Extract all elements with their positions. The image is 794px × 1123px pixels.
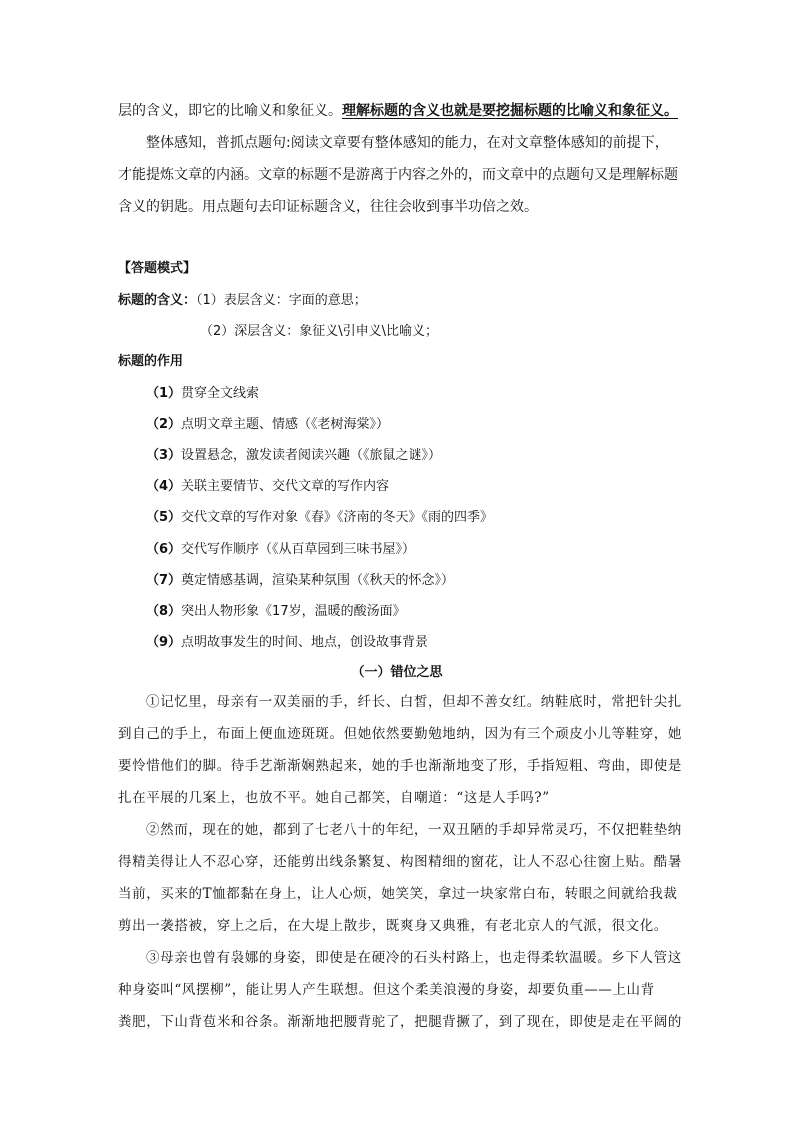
passage-line: ①记忆里，母亲有一双美丽的手，纤长、白皙，但却不善女红。纳鞋底时，常把针尖扎	[146, 694, 682, 710]
title-meaning-surface: （1）表层含义：字面的意思；	[196, 293, 367, 308]
intro-paragraph-2-line-3: 含义的钥匙。用点题句去印证标题含义，往往会收到事半功倍之效。	[118, 199, 538, 215]
function-item	[146, 540, 415, 560]
function-item	[146, 633, 428, 653]
function-item-text: 交代写作顺序（《从百草园到三味书屋》）	[181, 542, 416, 557]
passage-line: ②然而，现在的她，都到了七老八十的年纪，一双丑陋的手却异常灵巧，不仅把鞋垫纳	[146, 822, 682, 838]
answer-mode-heading: 【答题模式】	[118, 261, 197, 276]
passage-line: 扎在平展的几案上，也放不平。她自己都笑，自嘲道：“这是人手吗?”	[118, 790, 550, 806]
function-item	[146, 602, 406, 622]
function-item-number: （5）	[146, 510, 182, 525]
function-item	[146, 508, 493, 528]
passage-line: 得精美得让人不忍心穿，还能剪出线条繁复、构图精细的窗花，让人不忍心往窗上贴。酷暑	[118, 854, 682, 870]
passage-line: 要怜惜他们的脚。待手艺渐渐娴熟起来，她的手也渐渐地变了形，手指短粗、弯曲，即使是	[118, 758, 682, 774]
function-item-number: （9）	[146, 635, 182, 650]
intro-paragraph-2-line-1: 整体感知，普抓点题句:阅读文章要有整体感知的能力，在对文章整体感知的前提下，	[146, 135, 669, 151]
function-item-number: （8）	[146, 604, 182, 619]
function-item-number: （3）	[146, 448, 182, 463]
function-item-number: （4）	[146, 479, 182, 494]
function-item-number: （6）	[146, 542, 182, 557]
passage-line: 当前，买来的T恤都黏在身上，让人心烦，她笑笑，拿过一块家常白布，转眼之间就给我裁	[118, 886, 678, 902]
function-item-number: （1）	[146, 386, 182, 401]
function-item-text: 突出人物形象《17岁，温暖的酸汤面》	[181, 604, 406, 619]
function-item-text: 点明故事发生的时间、地点，创设故事背景	[181, 635, 429, 650]
passage-line: 粪肥，下山背苞米和谷条。渐渐地把腰背驼了，把腿背撅了，到了现在，即使是走在平阔的	[118, 1014, 682, 1030]
intro-text-plain: 层的含义，即它的比喻义和象征义。	[118, 103, 342, 119]
function-item	[146, 477, 389, 497]
function-item-number: （7）	[146, 573, 182, 588]
function-item	[146, 384, 259, 404]
function-item	[146, 446, 441, 466]
function-item-text: 交代文章的写作对象《春》《济南的冬天》《雨的四季》	[181, 510, 494, 525]
function-item-text: 奠定情感基调，渲染某种氛围（《秋天的怀念》）	[181, 573, 455, 588]
title-meaning-row	[118, 291, 367, 311]
intro-text-emphasis: 理解标题的含义也就是要挖掘标题的比喻义和象征义。	[342, 103, 678, 119]
title-meaning-label: 标题的含义：	[118, 293, 197, 308]
intro-paragraph-1	[118, 101, 678, 121]
intro-paragraph-2-line-2: 才能提炼文章的内涵。文章的标题不是游离于内容之外的，而文章中的点题句又是理解标题	[118, 167, 678, 183]
passage-title: （一）错位之思	[351, 665, 443, 680]
function-item-text: 关联主要情节、交代文章的写作内容	[181, 479, 390, 494]
function-item	[146, 571, 454, 591]
passage-line: 种身姿叫“风摆柳”，能让男人产生联想。但这个柔美浪漫的身姿，却要负重——上山背	[118, 982, 655, 998]
passage-line: 剪出一袭搭被，穿上之后，在大堤上散步，既爽身又典雅，有老北京人的气派，很文化。	[118, 918, 668, 934]
function-item-text: 贯穿全文线索	[181, 386, 260, 401]
function-item-number: （2）	[146, 417, 182, 432]
title-function-label: 标题的作用	[118, 354, 184, 369]
title-meaning-deep: （2）深层含义：象征义\引申义\比喻义；	[200, 324, 439, 339]
passage-line: 到自己的手上，布面上便血迹斑斑。但她依然要勤勉地纳，因为有三个顽皮小儿等鞋穿，她	[118, 726, 682, 742]
passage-line: ③母亲也曾有袅娜的身姿，即使是在硬冷的石头村路上，也走得柔软温暖。乡下人管这	[146, 950, 682, 966]
function-item	[146, 415, 389, 435]
function-item-text: 点明文章主题、情感（《老树海棠》）	[181, 417, 390, 432]
function-item-text: 设置悬念，激发读者阅读兴趣（《旅鼠之谜》）	[181, 448, 442, 463]
